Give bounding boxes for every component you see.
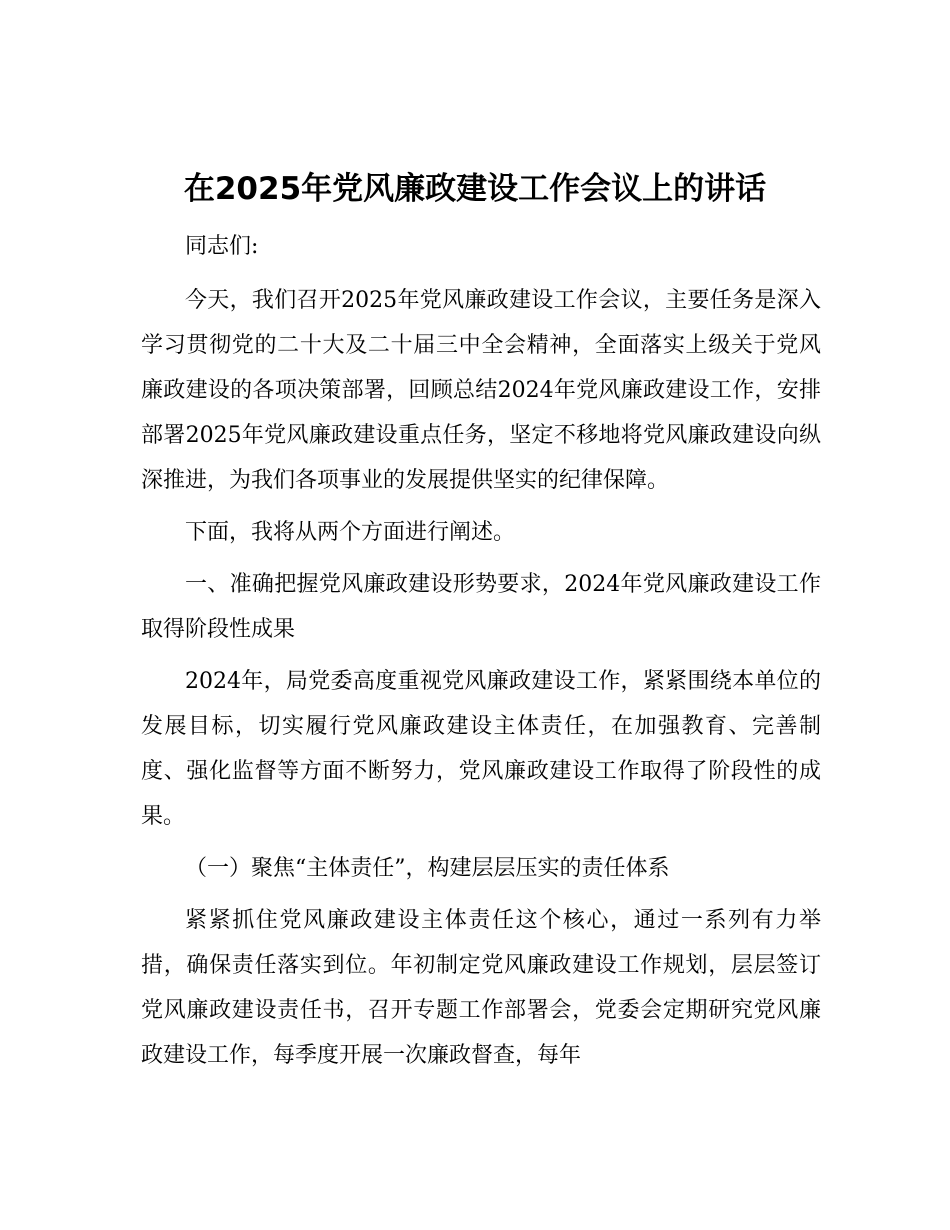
salutation: 同志们: xyxy=(185,234,259,259)
paragraph-intro: 今天，我们召开2025年党风廉政建设工作会议，主要任务是深入学习贯彻党的二十大及二十届三中全会精神，全面落实上级关于党风廉政建设的各项决策部署，回顾总结2024年党风廉政建设工作，安排部署2025年党风廉政建设重点任务，坚定不移地将党风廉政建设向纵深推进，为我们各项事业的发展提供坚实的纪律保障。 xyxy=(141,288,821,493)
document-body xyxy=(141,224,821,1078)
section-heading-1: 一、准确把握党风廉政建设形势要求，2024年党风廉政建设工作取得阶段性成果 xyxy=(141,572,821,642)
subsection-heading-1: （一）聚焦“主体责任”，构建层层压实的责任体系 xyxy=(185,856,670,881)
paragraph-responsibility: 紧紧抓住党风廉政建设主体责任这个核心，通过一系列有力举措，确保责任落实到位。年初制定党风廉政建设工作规划，层层签订党风廉政建设责任书，召开专题工作部署会，党委会定期研究党风廉政建设工作，每季度开展一次廉政督查，每年 xyxy=(141,908,821,1068)
paragraph-2024-summary: 2024年，局党委高度重视党风廉政建设工作，紧紧围绕本单位的发展目标，切实履行党风廉政建设主体责任，在加强教育、完善制度、强化监督等方面不断努力，党风廉政建设工作取得了阶段性的成果。 xyxy=(141,669,821,829)
document-title: 在2025年党风廉政建设工作会议上的讲话 xyxy=(183,171,767,207)
paragraph-transition: 下面，我将从两个方面进行阐述。 xyxy=(185,520,516,545)
